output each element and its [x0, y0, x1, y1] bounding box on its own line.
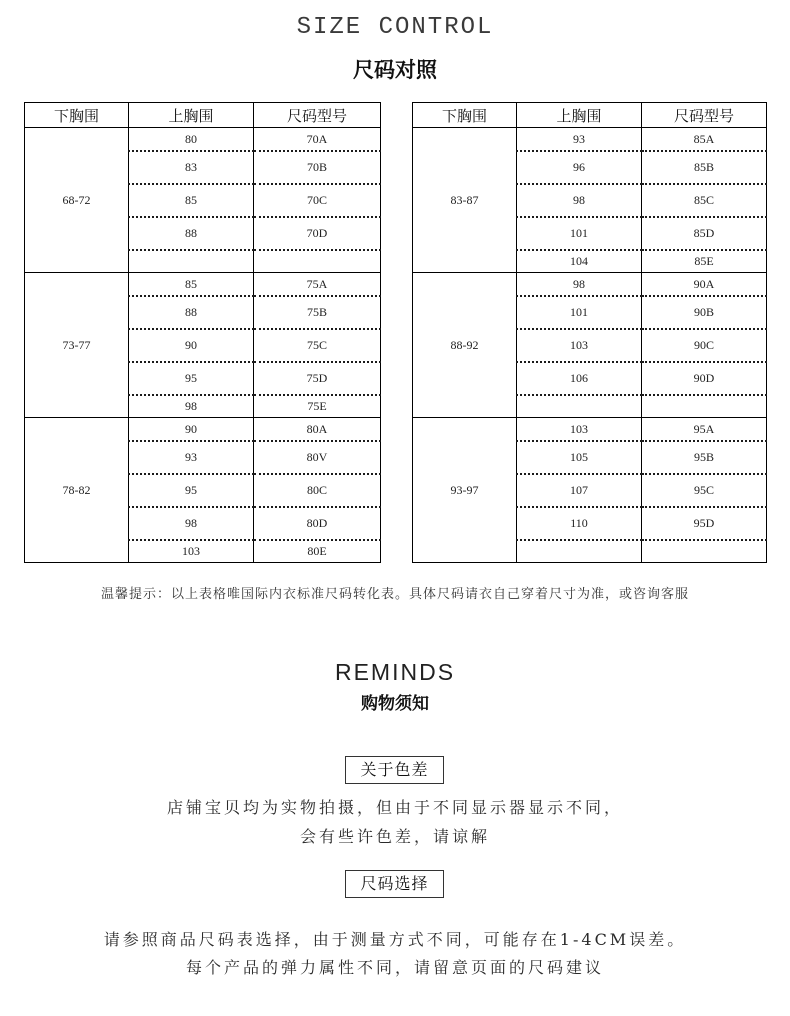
- table-row: [25, 273, 381, 297]
- underbust-range-cell: 88-92: [413, 273, 517, 418]
- bust-cell: 110: [517, 507, 642, 540]
- bust-cell: 106: [517, 362, 642, 395]
- bust-cell: 93: [517, 128, 642, 152]
- size-selection-heading: 尺码选择: [345, 870, 444, 898]
- bust-cell: 85: [129, 273, 254, 297]
- page-title-en: SIZE CONTROL: [296, 14, 494, 41]
- size-table-note: 温馨提示：以上表格唯国际内衣标准尺码转化表。具体尺码请衣自己穿着尺寸为准，或咨询客服: [100, 587, 689, 602]
- table-header-row: [25, 103, 381, 128]
- bust-cell: 85: [129, 184, 254, 217]
- size-table-right: [412, 102, 767, 563]
- size-code-cell: 70B: [254, 151, 381, 184]
- color-difference-heading: 关于色差: [345, 756, 444, 784]
- header-underbust: 下胸围: [25, 103, 129, 128]
- size-code-cell: 95B: [642, 441, 767, 474]
- size-code-cell: 95D: [642, 507, 767, 540]
- size-code-cell: 70C: [254, 184, 381, 217]
- size-code-cell: [642, 540, 767, 563]
- size-code-cell: 75B: [254, 296, 381, 329]
- header-size-code: 尺码型号: [254, 103, 381, 128]
- bust-cell: 98: [129, 395, 254, 418]
- size-code-cell: 85B: [642, 151, 767, 184]
- size-selection-text-line: 请参照商品尺码表选择，由于测量方式不同，可能存在1-4CM误差。: [103, 930, 687, 949]
- size-code-cell: 70D: [254, 217, 381, 250]
- bust-cell: 80: [129, 128, 254, 152]
- color-difference-text-line: 店铺宝贝均为实物拍摄，但由于不同显示器显示不同，: [166, 798, 623, 817]
- size-code-cell: 80E: [254, 540, 381, 563]
- bust-cell: 103: [517, 329, 642, 362]
- size-code-cell: 95C: [642, 474, 767, 507]
- table-row: [25, 128, 381, 152]
- bust-cell: 104: [517, 250, 642, 273]
- bust-cell: [129, 250, 254, 273]
- header-bust: 上胸围: [517, 103, 642, 128]
- reminds-title-en: REMINDS: [334, 659, 456, 685]
- size-table-left: [24, 102, 381, 563]
- page-title-cn: 尺码对照: [353, 58, 437, 82]
- bust-cell: 98: [517, 184, 642, 217]
- size-code-cell: 80V: [254, 441, 381, 474]
- size-code-cell: 75C: [254, 329, 381, 362]
- bust-cell: 103: [129, 540, 254, 563]
- table-row: [413, 418, 767, 442]
- bust-cell: 88: [129, 217, 254, 250]
- underbust-range-cell: 93-97: [413, 418, 517, 563]
- size-selection-text-line: 每个产品的弹力属性不同，请留意页面的尺码建议: [185, 958, 604, 977]
- size-code-cell: 85E: [642, 250, 767, 273]
- size-code-cell: 95A: [642, 418, 767, 442]
- size-code-cell: 90A: [642, 273, 767, 297]
- bust-cell: [517, 395, 642, 418]
- color-difference-text-line: 会有些许色差，请谅解: [299, 827, 490, 846]
- size-code-cell: 80A: [254, 418, 381, 442]
- header-underbust: 下胸围: [413, 103, 517, 128]
- bust-cell: 107: [517, 474, 642, 507]
- bust-cell: 95: [129, 362, 254, 395]
- bust-cell: 88: [129, 296, 254, 329]
- bust-cell: 101: [517, 217, 642, 250]
- bust-cell: 103: [517, 418, 642, 442]
- size-code-cell: 85D: [642, 217, 767, 250]
- bust-cell: 98: [129, 507, 254, 540]
- bust-cell: 90: [129, 418, 254, 442]
- table-row: [25, 418, 381, 442]
- size-code-cell: 75A: [254, 273, 381, 297]
- size-code-cell: 70A: [254, 128, 381, 152]
- bust-cell: 83: [129, 151, 254, 184]
- size-code-cell: 80D: [254, 507, 381, 540]
- size-code-cell: 75D: [254, 362, 381, 395]
- bust-cell: 98: [517, 273, 642, 297]
- size-code-cell: 90C: [642, 329, 767, 362]
- underbust-range-cell: 83-87: [413, 128, 517, 273]
- size-code-cell: 90D: [642, 362, 767, 395]
- size-code-cell: 85A: [642, 128, 767, 152]
- header-bust: 上胸围: [129, 103, 254, 128]
- underbust-range-cell: 78-82: [25, 418, 129, 563]
- bust-cell: 93: [129, 441, 254, 474]
- table-header-row: [413, 103, 767, 128]
- size-code-cell: 85C: [642, 184, 767, 217]
- bust-cell: 90: [129, 329, 254, 362]
- bust-cell: 105: [517, 441, 642, 474]
- table-row: [413, 273, 767, 297]
- table-row: [413, 128, 767, 152]
- header-size-code: 尺码型号: [642, 103, 767, 128]
- bust-cell: 101: [517, 296, 642, 329]
- bust-cell: 96: [517, 151, 642, 184]
- size-code-cell: [254, 250, 381, 273]
- size-code-cell: 90B: [642, 296, 767, 329]
- underbust-range-cell: 73-77: [25, 273, 129, 418]
- reminds-title-cn: 购物须知: [361, 694, 429, 714]
- size-code-cell: 80C: [254, 474, 381, 507]
- bust-cell: 95: [129, 474, 254, 507]
- underbust-range-cell: 68-72: [25, 128, 129, 273]
- size-code-cell: [642, 395, 767, 418]
- size-code-cell: 75E: [254, 395, 381, 418]
- bust-cell: [517, 540, 642, 563]
